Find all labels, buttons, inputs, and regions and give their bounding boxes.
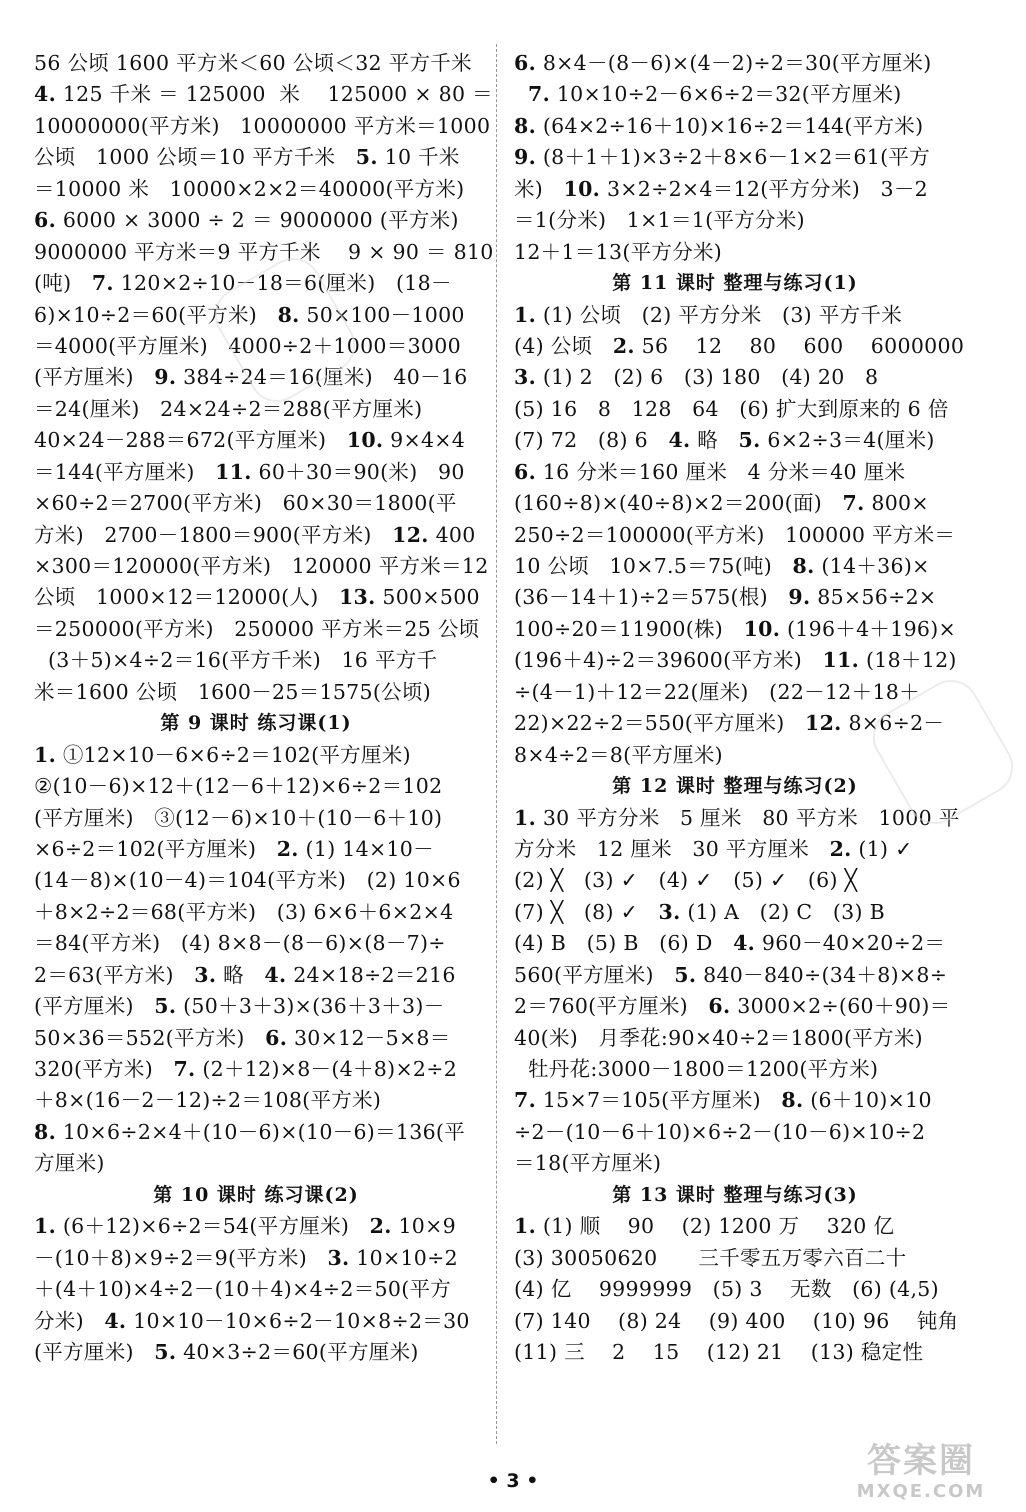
answer-text: (11) 三 2 15 (12) 21 (13) 稳定性 [514, 1339, 924, 1364]
answer-line [34, 1211, 478, 1242]
answer-line [514, 897, 956, 928]
question-number: 3. [194, 962, 217, 987]
answer-text: 384÷24＝16(厘米) 40－16 [176, 365, 468, 390]
answer-text: ＝24(厘米) 24×24÷2＝288(平方厘米) [34, 396, 423, 421]
answer-text: (吨) [34, 271, 92, 296]
answer-line [514, 834, 956, 865]
answer-text: (4) 公顷 [514, 333, 613, 358]
question-number: 4. [264, 962, 287, 987]
answer-text: (7) 72 (8) 6 [514, 428, 669, 453]
answer-line [34, 897, 478, 928]
answer-line [514, 300, 956, 331]
answer-text: 500×500 [375, 585, 480, 610]
answer-line [34, 1117, 478, 1148]
answer-line [514, 1117, 956, 1148]
answer-text: 10×10－10×6÷2－10×8÷2＝30 [126, 1308, 470, 1333]
answer-text: 第 11 课时 整理与练习(1) [612, 272, 858, 295]
answer-line [34, 205, 478, 236]
answer-line [34, 1243, 478, 1274]
answer-line [514, 645, 956, 676]
answer-line [34, 803, 478, 834]
answer-line [514, 362, 956, 393]
answer-line [34, 79, 493, 110]
answer-line [34, 865, 478, 896]
question-number: 5. [355, 145, 378, 170]
answer-text: 15×7＝105(平方厘米) [536, 1088, 782, 1113]
right-column [514, 48, 965, 1368]
answer-text: 840－840÷(34＋8)×8÷ [696, 962, 948, 987]
section-heading [514, 771, 956, 802]
answer-text: (平方厘米) [34, 365, 155, 390]
answer-text: (18＋12) [859, 648, 957, 673]
answer-line [514, 960, 956, 991]
answer-text: 10×10÷2－6×6÷2＝32(平方厘米) [550, 82, 902, 107]
question-number: 2. [829, 836, 852, 861]
answer-text: ①12×10－6×6÷2＝102(平方厘米) [56, 742, 411, 767]
answer-text: 8×6÷2－ [841, 711, 945, 736]
answer-text: 40×24－288＝672(平方厘米) [34, 428, 347, 453]
question-number: 8. [792, 554, 815, 578]
question-number: 3. [514, 365, 537, 390]
answer-line [34, 1148, 478, 1179]
question-number: 1. [34, 742, 57, 767]
question-number: 1. [34, 1214, 57, 1239]
answer-line [34, 645, 478, 676]
question-number: 4. [733, 931, 756, 956]
answer-line [34, 488, 478, 519]
answer-text: (1) 2 (2) 6 (3) 180 (4) 20 8 [536, 365, 879, 390]
answer-text: 56 公顷 1600 平方米＜60 公顷＜32 平方千米 [34, 51, 472, 75]
question-number: 8. [514, 113, 537, 138]
page-number: • 3 • [487, 1470, 539, 1492]
answer-text: ＝250000(平方米) 250000 平方米＝25 公顷 [34, 616, 480, 641]
answer-line [34, 1274, 478, 1305]
answer-text: (14＋36)× [814, 554, 930, 578]
answer-line [514, 1337, 956, 1368]
answer-text: 3000×2÷(60＋90)＝ [730, 994, 951, 1019]
answer-text: 400 [428, 522, 476, 547]
question-number: 5. [738, 428, 761, 453]
answer-text: ＋8×2÷2＝68(平方米) (3) 6×6＋6×2×4 [34, 899, 454, 924]
answer-line [514, 394, 956, 425]
answer-text: ②(10－6)×12＋(12－6＋12)×6÷2＝102 [34, 774, 443, 799]
answer-text: 12＋1＝13(平方分米) [514, 239, 723, 264]
question-number: 10. [743, 616, 781, 641]
answer-line [34, 1085, 478, 1116]
answer-line [514, 991, 956, 1022]
answer-text: (4) B (5) B (6) D [514, 931, 734, 956]
answer-text: 10×9 [391, 1214, 456, 1239]
answer-line [34, 991, 478, 1022]
answer-text: (3＋5)×4÷2＝16(平方千米) 16 平方千 [48, 648, 438, 673]
answer-line [514, 1085, 956, 1116]
answer-text: 2＝760(平方厘米) [514, 994, 709, 1019]
answer-text: (196＋4＋196)× [780, 616, 957, 641]
answer-text: －(10＋8)×9÷2＝9(平方米) [34, 1245, 328, 1270]
answer-text: (1) 顺 90 (2) 1200 万 320 亿 [536, 1214, 895, 1239]
watermark-logo [826, 1442, 1016, 1508]
answer-line [514, 79, 956, 110]
answer-text: 60＋30＝90(米) 90 [251, 459, 465, 484]
question-number: 7. [842, 491, 865, 516]
answer-text: 方米) 2700－1800＝900(平方米) [34, 522, 393, 547]
answer-line [34, 1023, 478, 1054]
answer-line [514, 551, 956, 582]
question-number: 2. [276, 836, 299, 861]
answer-line [514, 174, 956, 205]
column-divider [496, 44, 497, 1444]
answer-text: 800× [864, 491, 929, 516]
answer-text: ÷2－(10－6＋10)×6÷2－(10－6)×10÷2 [514, 1119, 926, 1144]
answer-text: ＝84(平方米) (4) 8×8－(8－6)×(8－7)÷ [34, 931, 446, 956]
question-number: 5. [154, 1339, 177, 1364]
answer-line [514, 1274, 956, 1305]
left-column [34, 48, 494, 1368]
question-number: 9. [154, 365, 177, 390]
answer-text: ＋8×(16－2－12)÷2＝108(平方米) [34, 1088, 382, 1113]
answer-text: 560(平方厘米) [514, 962, 675, 987]
question-number: 6. [514, 459, 537, 484]
answer-text: 10 千米 [377, 145, 460, 170]
answer-text: (平方厘米) [34, 994, 155, 1019]
answer-text: 16 分米＝160 厘米 4 分米＝40 厘米 [536, 459, 906, 484]
answer-line [34, 48, 478, 79]
answer-text: 960－40×20÷2＝ [755, 931, 946, 956]
answer-text: ×6÷2＝102(平方厘米) [34, 836, 277, 861]
question-number: 1. [514, 302, 537, 327]
question-number: 8. [34, 1119, 57, 1144]
answer-line [34, 614, 478, 645]
answer-text: 22)×22÷2＝550(平方厘米) [514, 711, 806, 736]
answer-text: 略 [216, 962, 265, 987]
question-number: 4. [668, 428, 691, 453]
question-number: 10. [346, 428, 384, 453]
answer-line [34, 425, 478, 456]
answer-line [514, 1306, 959, 1337]
question-number: 6. [514, 51, 537, 75]
question-number: 7. [528, 82, 551, 107]
answer-text: 第 12 课时 整理与练习(2) [612, 775, 858, 798]
question-number: 10. [563, 176, 601, 201]
answer-text: 第 13 课时 整理与练习(3) [612, 1183, 858, 1206]
answer-line [514, 865, 956, 896]
answer-line [514, 1148, 956, 1179]
answer-text: 3×2÷2×4＝12(平方分米) 3－2 [600, 176, 928, 201]
answer-text: ＋(4＋10)×4÷2－(10＋4)×4÷2＝50(平方 [34, 1277, 452, 1302]
question-number: 6. [708, 994, 731, 1019]
answer-line [514, 582, 956, 613]
answer-text: ×60÷2＝2700(平方米) 60×30＝1800(平 [34, 491, 457, 516]
section-heading [514, 1180, 956, 1211]
answer-text: 第 10 课时 练习课(2) [153, 1183, 359, 1206]
answer-text: (2＋12)×8－(4＋8)×2÷2 [195, 1057, 458, 1081]
answer-line [34, 960, 478, 991]
answer-line [514, 1054, 956, 1085]
question-number: 9. [514, 145, 537, 170]
answer-line [514, 928, 956, 959]
answer-line [34, 582, 478, 613]
answer-text: 6)×10÷2＝60(平方米) [34, 302, 278, 327]
question-number: 12. [392, 522, 429, 547]
answer-text: 6000 × 3000 ÷ 2 ＝ 9000000 (平方米) [56, 208, 459, 233]
answer-text: 方分米 12 厘米 30 平方厘米 [514, 836, 830, 861]
answer-line [34, 1337, 478, 1368]
answer-text: 米) [514, 176, 564, 201]
question-number: 7. [91, 271, 114, 296]
answer-line [34, 834, 478, 865]
answer-line [514, 111, 956, 142]
question-number: 2. [369, 1214, 392, 1239]
answer-text: 50×36＝552(平方米) [34, 1025, 266, 1050]
answer-line [514, 1211, 956, 1242]
answer-line [34, 237, 494, 268]
answer-line [34, 677, 478, 708]
answer-text: 牡丹花:3000－1800＝1200(平方米) [528, 1057, 879, 1081]
answer-line [34, 174, 478, 205]
answer-text: 30×12－5×8＝ [287, 1025, 451, 1050]
answer-text: 40×3÷2＝60(平方厘米) [176, 1339, 419, 1364]
answer-line [514, 803, 960, 834]
answer-text: (8＋1＋1)×3÷2＋8×6－1×2＝61(平方 [536, 145, 931, 170]
answer-text: 9000000 平方米＝9 平方千米 9 × 90 ＝ 810 [34, 239, 494, 264]
question-number: 4. [34, 82, 57, 107]
answer-line [34, 520, 478, 551]
question-number: 2. [612, 333, 635, 358]
answer-line [514, 142, 956, 173]
answer-text: (平方厘米) ③(12－6)×10＋(10－6＋10) [34, 805, 443, 830]
question-number: 11. [215, 459, 252, 484]
answer-text: 250÷2＝100000(平方米) 100000 平方米＝ [514, 522, 956, 547]
answer-text: (1) ✓ [851, 836, 913, 861]
answer-text: (36－14＋1)÷2＝575(根) [514, 585, 789, 610]
section-heading [34, 1180, 478, 1211]
question-number: 7. [173, 1057, 196, 1081]
answer-text: 9×4×4 [383, 428, 466, 453]
answer-text: 40(米) 月季花:90×40÷2＝1800(平方米) [514, 1025, 923, 1050]
answer-text: 320(平方米) [34, 1057, 174, 1081]
answer-text: 10000000(平方米) 10000000 平方米＝1000 [34, 113, 491, 138]
question-number: 5. [154, 994, 177, 1019]
question-number: 5. [674, 962, 697, 987]
answer-text: 6×2÷3＝4(厘米) [760, 428, 935, 453]
answer-text: 方厘米) [34, 1151, 105, 1176]
answer-line [514, 520, 956, 551]
question-number: 8. [277, 302, 300, 327]
answer-line [34, 771, 478, 802]
watermark-sub: MXQE.COM [856, 1481, 986, 1502]
answer-text: 米＝1600 公顷 1600－25＝1575(公顷) [34, 679, 432, 704]
section-heading [514, 268, 956, 299]
answer-text: (平方厘米) [34, 1339, 155, 1364]
answer-text: ＝144(平方厘米) [34, 459, 216, 484]
answer-line [34, 928, 478, 959]
question-number: 3. [327, 1245, 350, 1270]
answer-text: ×300＝120000(平方米) 120000 平方米＝12 [34, 554, 489, 578]
answer-text: 公顷 1000 公顷＝10 平方千米 [34, 145, 356, 170]
answer-text: (64×2÷16＋10)×16÷2＝144(平方米) [536, 113, 924, 138]
answer-line [34, 1306, 478, 1337]
answer-line [34, 740, 478, 771]
answer-text: (6＋12)×6÷2＝54(平方厘米) [56, 1214, 370, 1239]
answer-text: 8×4－(8－6)×(4－2)÷2＝30(平方厘米) [536, 51, 932, 75]
answer-text: (14－8)×(10－4)＝104(平方米) (2) 10×6 [34, 868, 461, 893]
answer-line [34, 1054, 478, 1085]
question-number: 3. [658, 899, 681, 924]
answer-line [514, 1243, 956, 1274]
answer-text: (3) 30050620 三千零五万零六百二十 [514, 1245, 907, 1270]
answer-line [34, 457, 478, 488]
answer-text: 10 公顷 10×7.5＝75(吨) [514, 554, 793, 578]
answer-text: (50＋3＋3)×(36＋3＋3)－ [176, 994, 445, 1019]
answer-line [514, 488, 956, 519]
answer-text: ＝10000 米 10000×2×2＝40000(平方米) [34, 176, 465, 201]
answer-text: 100÷20＝11900(株) [514, 616, 744, 641]
answer-line [514, 331, 965, 362]
answer-line [514, 614, 956, 645]
answer-text: 30 平方分米 5 厘米 80 平方米 1000 平 [536, 805, 960, 830]
answer-text: (1) A (2) C (3) B [680, 899, 885, 924]
answer-text: (1) 公顷 (2) 平方分米 (3) 平方千米 [536, 302, 902, 327]
answer-text: 2＝63(平方米) [34, 962, 195, 987]
answer-text: (1) 14×10－ [298, 836, 434, 861]
question-number: 8. [781, 1088, 804, 1113]
answer-line [34, 111, 491, 142]
question-number: 6. [34, 208, 57, 233]
question-number: 12. [805, 711, 842, 736]
answer-text: 公顷 1000×12＝12000(人) [34, 585, 339, 610]
answer-text: ÷(4－1)＋12＝22(厘米) (22－12＋18＋ [514, 679, 920, 704]
question-number: 13. [338, 585, 376, 610]
answer-text: 第 9 课时 练习课(1) [160, 712, 352, 735]
question-number: 1. [514, 1214, 537, 1239]
answer-text: (5) 16 8 128 64 (6) 扩大到原来的 6 倍 [514, 396, 949, 421]
answer-line [514, 205, 956, 236]
answer-line [34, 394, 478, 425]
answer-text: (196＋4)÷2＝39600(平方米) [514, 648, 823, 673]
answer-text: 24×18÷2＝216 [286, 962, 456, 987]
question-number: 4. [104, 1308, 127, 1333]
answer-line [514, 457, 956, 488]
answer-text: (7) ╳ (8) ✓ [514, 899, 659, 924]
answer-text: 125 千米 ＝ 125000 米 125000 × 80 ＝ [56, 82, 493, 107]
question-number: 1. [514, 805, 537, 830]
question-number: 7. [514, 1088, 537, 1113]
watermark-main: 答案圈 [867, 1441, 975, 1481]
answer-text: (7) 140 (8) 24 (9) 400 (10) 96 钝角 [514, 1308, 959, 1333]
answer-text: (6＋10)×10 [803, 1088, 932, 1113]
answer-text: 85×56÷2× [810, 585, 937, 610]
answer-text: 120×2÷10－18＝6(厘米) (18－ [113, 271, 452, 296]
answer-text: (160÷8)×(40÷8)×2＝200(面) [514, 491, 843, 516]
answer-text: 10×6÷2×4＋(10－6)×(10－6)＝136(平 [56, 1119, 466, 1144]
question-number: 11. [822, 648, 860, 673]
answer-line [514, 425, 956, 456]
section-heading [34, 708, 478, 739]
answer-line [514, 237, 956, 268]
answer-text: 10×10÷2 [349, 1245, 458, 1270]
answer-text: (4) 亿 9999999 (5) 3 无数 (6) (4,5) [514, 1277, 939, 1302]
question-number: 9. [788, 585, 811, 610]
answer-line [514, 677, 956, 708]
answer-line [34, 551, 489, 582]
answer-text: 略 [690, 428, 739, 453]
answer-text: ＝1(分米) 1×1＝1(平方分米) [514, 208, 805, 233]
answer-text: ＝4000(平方厘米) 4000÷2＋1000＝3000 [34, 333, 461, 358]
answer-line [34, 142, 478, 173]
answer-text: ＝18(平方厘米) [514, 1151, 662, 1176]
answer-text: 分米) [34, 1308, 105, 1333]
answer-text: 8×4÷2＝8(平方厘米) [514, 742, 723, 767]
answer-text: (2) ╳ (3) ✓ (4) ✓ (5) ✓ (6) ╳ [514, 868, 858, 893]
answer-text: 56 12 80 600 6000000 [634, 333, 965, 358]
question-number: 6. [265, 1025, 288, 1050]
answer-line [514, 1023, 956, 1054]
answer-text: 50×100－1000 [299, 302, 465, 327]
answer-line [514, 48, 956, 79]
